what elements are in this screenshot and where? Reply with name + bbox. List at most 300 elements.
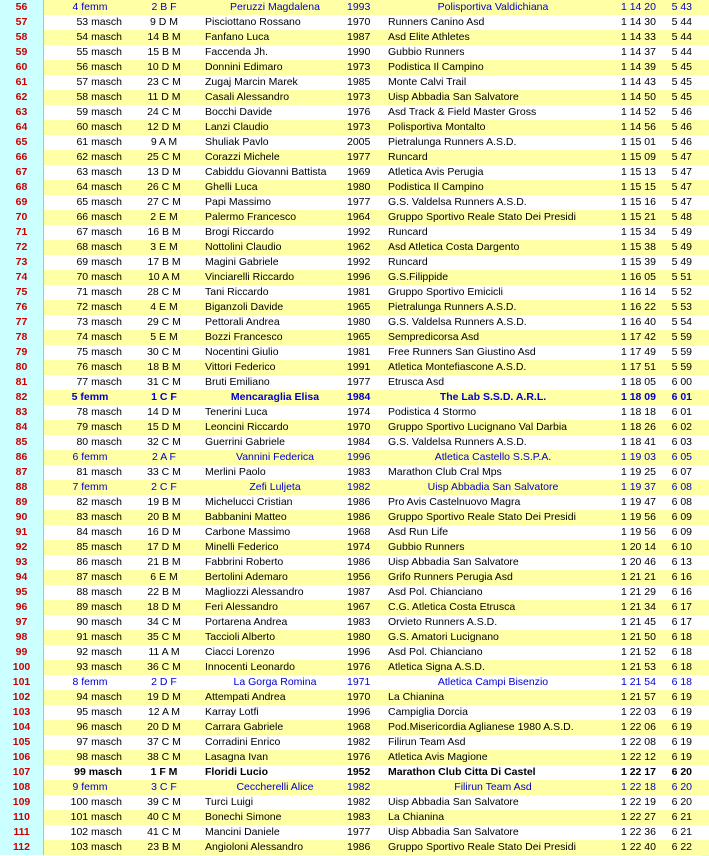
athlete-name: Bertolini Ademaro: [205, 571, 288, 583]
row-number: 63: [0, 105, 44, 120]
overall-position: 89 masch: [76, 601, 122, 613]
athlete-name: Merlini Paolo: [205, 466, 266, 478]
category-rank: 28 C M: [147, 286, 181, 298]
finish-time: 1 17 51: [620, 361, 656, 373]
finish-time: 1 14 39: [620, 61, 656, 73]
overall-position: 102 masch: [70, 826, 122, 838]
team-name: Asd Pol. Chianciano: [388, 586, 483, 598]
category-rank: 15 D M: [147, 421, 181, 433]
team-name: Gubbio Runners: [388, 46, 465, 58]
birth-year: 1980: [347, 316, 371, 328]
athlete-name: Angioloni Alessandro: [205, 841, 304, 853]
overall-position: 83 masch: [76, 511, 122, 523]
athlete-name: Lanzi Claudio: [205, 121, 269, 133]
pace-per-km: 6 08: [671, 496, 692, 508]
table-row: [0, 390, 709, 405]
team-name: G.S. Valdelsa Runners A.S.D.: [388, 316, 527, 328]
pace-per-km: 5 46: [671, 136, 692, 148]
athlete-name: Ceccherelli Alice: [236, 781, 314, 793]
table-row: [0, 600, 709, 615]
athlete-name: Bruti Emiliano: [205, 376, 270, 388]
category-rank: 21 B M: [147, 556, 181, 568]
table-row: [0, 735, 709, 750]
row-number: 68: [0, 180, 44, 195]
category-rank: 12 D M: [147, 121, 181, 133]
table-row: [0, 465, 709, 480]
athlete-name: Corazzi Michele: [205, 151, 280, 163]
finish-time: 1 18 18: [620, 406, 656, 418]
pace-per-km: 5 45: [671, 76, 692, 88]
team-name: Pro Avis Castelnuovo Magra: [388, 496, 521, 508]
pace-per-km: 6 09: [671, 511, 692, 523]
athlete-name: Ciacci Lorenzo: [205, 646, 275, 658]
category-rank: 9 D M: [149, 16, 178, 28]
athlete-name: Nocentini Giulio: [205, 346, 279, 358]
table-row: [0, 75, 709, 90]
finish-time: 1 22 40: [620, 841, 656, 853]
athlete-name: Tenerini Luca: [205, 406, 268, 418]
athlete-name: Leoncini Riccardo: [205, 421, 289, 433]
finish-time: 1 15 15: [620, 181, 656, 193]
birth-year: 1991: [347, 361, 371, 373]
finish-time: 1 16 14: [620, 286, 656, 298]
team-name: C.G. Atletica Costa Etrusca: [388, 601, 516, 613]
pace-per-km: 6 19: [671, 706, 692, 718]
category-rank: 22 B M: [147, 586, 181, 598]
overall-position: 87 masch: [76, 571, 122, 583]
pace-per-km: 6 09: [671, 526, 692, 538]
row-number: 76: [0, 300, 44, 315]
table-row: [0, 225, 709, 240]
pace-per-km: 6 02: [671, 421, 692, 433]
row-number: 66: [0, 150, 44, 165]
team-name: Pietralunga Runners A.S.D.: [388, 301, 517, 313]
team-name: Runcard: [388, 226, 428, 238]
row-number: 59: [0, 45, 44, 60]
athlete-name: Shuliak Pavlo: [205, 136, 269, 148]
athlete-name: Magliozzi Alessandro: [205, 586, 304, 598]
athlete-name: Portarena Andrea: [205, 616, 288, 628]
birth-year: 1996: [347, 451, 371, 463]
row-number: 62: [0, 90, 44, 105]
athlete-name: Floridi Lucio: [205, 766, 268, 778]
table-row: [0, 195, 709, 210]
team-name: Pod.Misericordia Aglianese 1980 A.S.D.: [388, 721, 574, 733]
team-name: Gruppo Sportivo Emicicli: [388, 286, 503, 298]
pace-per-km: 6 17: [671, 601, 692, 613]
category-rank: 10 A M: [147, 271, 181, 283]
birth-year: 1976: [347, 106, 371, 118]
table-row: [0, 375, 709, 390]
pace-per-km: 6 16: [671, 571, 692, 583]
team-name: Gruppo Sportivo Reale Stato Dei Presidi: [388, 511, 576, 523]
athlete-name: Mancini Daniele: [205, 826, 280, 838]
overall-position: 91 masch: [76, 631, 122, 643]
overall-position: 76 masch: [76, 361, 122, 373]
row-number: 75: [0, 285, 44, 300]
finish-time: 1 21 52: [620, 646, 656, 658]
table-row: [0, 525, 709, 540]
team-name: Uisp Abbadia San Salvatore: [388, 91, 519, 103]
overall-position: 54 masch: [76, 31, 122, 43]
overall-position: 66 masch: [76, 211, 122, 223]
finish-time: 1 15 21: [620, 211, 656, 223]
category-rank: 34 C M: [147, 616, 181, 628]
overall-position: 60 masch: [76, 121, 122, 133]
pace-per-km: 6 18: [671, 631, 692, 643]
overall-position: 90 masch: [76, 616, 122, 628]
team-name: Gubbio Runners: [388, 541, 465, 553]
team-name: Marathon Club Citta Di Castel: [388, 766, 536, 778]
athlete-name: Zefi Luljeta: [249, 481, 301, 493]
category-rank: 23 B M: [147, 841, 181, 853]
athlete-name: Casali Alessandro: [205, 91, 290, 103]
table-row: [0, 840, 709, 855]
pace-per-km: 6 08: [671, 481, 692, 493]
overall-position: 103 masch: [70, 841, 122, 853]
team-name: Uisp Abbadia San Salvatore: [388, 556, 519, 568]
team-name: Atletica Campi Bisenzio: [437, 676, 549, 688]
team-name: Filirun Team Asd: [454, 781, 532, 793]
table-row: [0, 435, 709, 450]
finish-time: 1 21 21: [620, 571, 656, 583]
category-rank: 9 A M: [150, 136, 178, 148]
team-name: Asd Run Life: [388, 526, 449, 538]
finish-time: 1 20 46: [620, 556, 656, 568]
birth-year: 1986: [347, 556, 371, 568]
birth-year: 1970: [347, 16, 371, 28]
athlete-name: Minelli Federico: [205, 541, 279, 553]
row-number: 92: [0, 540, 44, 555]
athlete-name: Pettorali Andrea: [205, 316, 280, 328]
team-name: Atletica Avis Magione: [388, 751, 488, 763]
athlete-name: Tani Riccardo: [205, 286, 269, 298]
table-row: [0, 105, 709, 120]
team-name: Gruppo Sportivo Lucignano Val Darbia: [388, 421, 567, 433]
row-number: 72: [0, 240, 44, 255]
overall-position: 72 masch: [76, 301, 122, 313]
pace-per-km: 6 20: [671, 796, 692, 808]
team-name: Asd Track & Field Master Gross: [388, 106, 537, 118]
finish-time: 1 16 40: [620, 316, 656, 328]
athlete-name: Corradini Enrico: [205, 736, 281, 748]
finish-time: 1 16 05: [620, 271, 656, 283]
finish-time: 1 14 50: [620, 91, 656, 103]
overall-position: 69 masch: [76, 256, 122, 268]
finish-time: 1 21 54: [620, 676, 656, 688]
category-rank: 41 C M: [147, 826, 181, 838]
table-row: [0, 675, 709, 690]
pace-per-km: 5 59: [671, 361, 692, 373]
row-number: 94: [0, 570, 44, 585]
pace-per-km: 5 44: [671, 16, 692, 28]
table-row: [0, 705, 709, 720]
birth-year: 1977: [347, 376, 371, 388]
finish-time: 1 14 52: [620, 106, 656, 118]
birth-year: 1981: [347, 346, 371, 358]
category-rank: 1 F M: [150, 766, 178, 778]
category-rank: 25 C M: [147, 151, 181, 163]
row-number: 89: [0, 495, 44, 510]
table-row: [0, 780, 709, 795]
team-name: Atletica Castello S.S.P.A.: [434, 451, 552, 463]
pace-per-km: 5 49: [671, 226, 692, 238]
category-rank: 6 E M: [150, 571, 178, 583]
overall-position: 81 masch: [76, 466, 122, 478]
table-row: [0, 165, 709, 180]
row-number: 88: [0, 480, 44, 495]
table-row: [0, 690, 709, 705]
birth-year: 1952: [347, 766, 371, 778]
category-rank: 32 C M: [147, 436, 181, 448]
birth-year: 1962: [347, 241, 371, 253]
athlete-name: Taccioli Alberto: [205, 631, 276, 643]
category-rank: 38 C M: [147, 751, 181, 763]
category-rank: 36 C M: [147, 661, 181, 673]
category-rank: 20 D M: [147, 721, 181, 733]
category-rank: 13 D M: [147, 166, 181, 178]
row-number: 111: [0, 825, 44, 840]
table-row: [0, 795, 709, 810]
birth-year: 1993: [347, 1, 371, 13]
row-number: 79: [0, 345, 44, 360]
overall-position: 78 masch: [76, 406, 122, 418]
overall-position: 5 femm: [71, 391, 109, 403]
athlete-name: Babbanini Matteo: [205, 511, 287, 523]
team-name: La Chianina: [388, 811, 445, 823]
athlete-name: Turci Luigi: [205, 796, 254, 808]
row-number: 60: [0, 60, 44, 75]
pace-per-km: 6 00: [671, 376, 692, 388]
category-rank: 2 D F: [151, 676, 177, 688]
category-rank: 10 D M: [147, 61, 181, 73]
athlete-name: Nottolini Claudio: [205, 241, 282, 253]
athlete-name: Cabiddu Giovanni Battista: [205, 166, 327, 178]
athlete-name: Peruzzi Magdalena: [230, 1, 320, 13]
team-name: Marathon Club Cral Mps: [388, 466, 502, 478]
table-row: [0, 405, 709, 420]
category-rank: 33 C M: [147, 466, 181, 478]
birth-year: 1968: [347, 526, 371, 538]
finish-time: 1 16 22: [620, 301, 656, 313]
category-rank: 1 C F: [151, 391, 177, 403]
finish-time: 1 22 36: [620, 826, 656, 838]
table-row: [0, 495, 709, 510]
category-rank: 29 C M: [147, 316, 181, 328]
athlete-name: Papi Massimo: [205, 196, 271, 208]
overall-position: 97 masch: [76, 736, 122, 748]
birth-year: 1974: [347, 406, 371, 418]
birth-year: 1982: [347, 796, 371, 808]
finish-time: 1 15 16: [620, 196, 656, 208]
team-name: Free Runners San Giustino Asd: [388, 346, 536, 358]
pace-per-km: 5 45: [671, 61, 692, 73]
pace-per-km: 6 20: [671, 781, 692, 793]
overall-position: 77 masch: [76, 376, 122, 388]
row-number: 112: [0, 840, 44, 855]
birth-year: 1969: [347, 166, 371, 178]
category-rank: 16 B M: [147, 226, 181, 238]
athlete-name: Fabbrini Roberto: [205, 556, 284, 568]
overall-position: 79 masch: [76, 421, 122, 433]
finish-time: 1 19 37: [620, 481, 656, 493]
category-rank: 15 B M: [147, 46, 181, 58]
table-row: [0, 810, 709, 825]
finish-time: 1 14 37: [620, 46, 656, 58]
pace-per-km: 5 43: [671, 1, 692, 13]
overall-position: 58 masch: [76, 91, 122, 103]
row-number: 84: [0, 420, 44, 435]
finish-time: 1 14 33: [620, 31, 656, 43]
category-rank: 35 C M: [147, 631, 181, 643]
row-number: 91: [0, 525, 44, 540]
overall-position: 101 masch: [70, 811, 122, 823]
category-rank: 30 C M: [147, 346, 181, 358]
team-name: G.S.Filippide: [388, 271, 449, 283]
team-name: Atletica Montefiascone A.S.D.: [388, 361, 527, 373]
birth-year: 1996: [347, 706, 371, 718]
birth-year: 1996: [347, 646, 371, 658]
row-number: 95: [0, 585, 44, 600]
finish-time: 1 18 26: [620, 421, 656, 433]
pace-per-km: 6 18: [671, 661, 692, 673]
table-row: [0, 315, 709, 330]
table-row: [0, 345, 709, 360]
category-rank: 2 C F: [151, 481, 177, 493]
table-row: [0, 135, 709, 150]
pace-per-km: 5 45: [671, 91, 692, 103]
birth-year: 1973: [347, 91, 371, 103]
finish-time: 1 17 49: [620, 346, 656, 358]
athlete-name: Innocenti Leonardo: [205, 661, 295, 673]
birth-year: 1986: [347, 496, 371, 508]
birth-year: 1980: [347, 631, 371, 643]
table-row: [0, 330, 709, 345]
birth-year: 1964: [347, 211, 371, 223]
athlete-name: Michelucci Cristian: [205, 496, 293, 508]
overall-position: 57 masch: [76, 76, 122, 88]
finish-time: 1 22 27: [620, 811, 656, 823]
finish-time: 1 22 08: [620, 736, 656, 748]
birth-year: 1987: [347, 31, 371, 43]
finish-time: 1 22 18: [620, 781, 656, 793]
overall-position: 70 masch: [76, 271, 122, 283]
category-rank: 24 C M: [147, 106, 181, 118]
team-name: Gruppo Sportivo Reale Stato Dei Presidi: [388, 841, 576, 853]
pace-per-km: 6 19: [671, 691, 692, 703]
team-name: Monte Calvi Trail: [388, 76, 467, 88]
table-row: [0, 585, 709, 600]
finish-time: 1 18 41: [620, 436, 656, 448]
birth-year: 1965: [347, 301, 371, 313]
team-name: La Chianina: [388, 691, 445, 703]
category-rank: 4 E M: [150, 301, 178, 313]
row-number: 106: [0, 750, 44, 765]
row-number: 64: [0, 120, 44, 135]
table-row: [0, 240, 709, 255]
table-row: [0, 765, 709, 780]
row-number: 80: [0, 360, 44, 375]
category-rank: 17 D M: [147, 541, 181, 553]
athlete-name: Feri Alessandro: [205, 601, 278, 613]
overall-position: 80 masch: [76, 436, 122, 448]
overall-position: 73 masch: [76, 316, 122, 328]
pace-per-km: 6 22: [671, 841, 692, 853]
pace-per-km: 5 46: [671, 121, 692, 133]
row-number: 90: [0, 510, 44, 525]
category-rank: 3 E M: [150, 241, 178, 253]
finish-time: 1 19 56: [620, 526, 656, 538]
team-name: Uisp Abbadia San Salvatore: [388, 796, 519, 808]
team-name: Filirun Team Asd: [388, 736, 466, 748]
overall-position: 62 masch: [76, 151, 122, 163]
team-name: Atletica Signa A.S.D.: [388, 661, 485, 673]
team-name: Runners Canino Asd: [388, 16, 485, 28]
overall-position: 9 femm: [72, 781, 108, 793]
pace-per-km: 5 51: [671, 271, 692, 283]
table-row: [0, 150, 709, 165]
athlete-name: Vannini Federica: [235, 451, 315, 463]
pace-per-km: 6 19: [671, 751, 692, 763]
category-rank: 11 D M: [147, 91, 181, 103]
pace-per-km: 6 16: [671, 586, 692, 598]
pace-per-km: 6 19: [671, 736, 692, 748]
athlete-name: Biganzoli Davide: [205, 301, 284, 313]
table-row: [0, 30, 709, 45]
birth-year: 1965: [347, 331, 371, 343]
team-name: Polisportiva Valdichiana: [437, 1, 549, 13]
overall-position: 6 femm: [72, 451, 108, 463]
category-rank: 19 B M: [147, 496, 181, 508]
birth-year: 1981: [347, 286, 371, 298]
pace-per-km: 6 18: [671, 676, 692, 688]
row-number: 65: [0, 135, 44, 150]
row-number: 67: [0, 165, 44, 180]
row-number: 107: [0, 765, 44, 780]
team-name: Pietralunga Runners A.S.D.: [388, 136, 517, 148]
team-name: Campiglia Dorcia: [388, 706, 468, 718]
team-name: Orvieto Runners A.S.D.: [388, 616, 498, 628]
row-number: 77: [0, 315, 44, 330]
athlete-name: Zugaj Marcin Marek: [205, 76, 298, 88]
birth-year: 1986: [347, 841, 371, 853]
team-name: Uisp Abbadia San Salvatore: [427, 481, 559, 493]
row-number: 105: [0, 735, 44, 750]
team-name: Atletica Avis Perugia: [388, 166, 484, 178]
pace-per-km: 6 13: [671, 556, 692, 568]
category-rank: 40 C M: [147, 811, 181, 823]
pace-per-km: 5 59: [671, 346, 692, 358]
row-number: 74: [0, 270, 44, 285]
athlete-name: Lasagna Ivan: [205, 751, 269, 763]
row-number: 103: [0, 705, 44, 720]
finish-time: 1 15 01: [620, 136, 656, 148]
birth-year: 1977: [347, 151, 371, 163]
birth-year: 1970: [347, 691, 371, 703]
pace-per-km: 5 46: [671, 106, 692, 118]
pace-per-km: 5 44: [671, 31, 692, 43]
athlete-name: Brogi Riccardo: [205, 226, 274, 238]
pace-per-km: 5 47: [671, 151, 692, 163]
category-rank: 16 D M: [147, 526, 181, 538]
pace-per-km: 6 01: [671, 391, 692, 403]
finish-time: 1 21 53: [620, 661, 656, 673]
row-number: 58: [0, 30, 44, 45]
table-row: [0, 120, 709, 135]
category-rank: 2 A F: [152, 451, 176, 463]
row-number: 86: [0, 450, 44, 465]
birth-year: 1970: [347, 421, 371, 433]
